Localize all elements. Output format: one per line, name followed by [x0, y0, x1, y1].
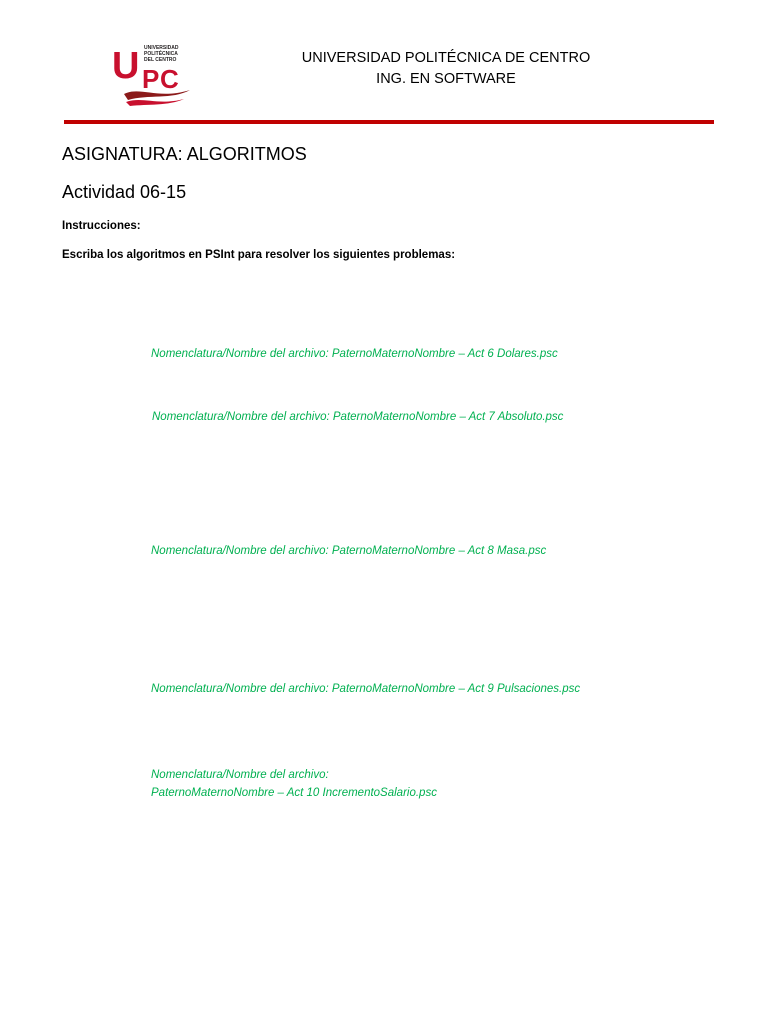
logo-text-line-2: POLITÉCNICA [144, 51, 178, 57]
file-name-act-10-line-1: Nomenclatura/Nombre del archivo: [151, 769, 329, 781]
header-rule [64, 120, 714, 124]
file-name-act-7: Nomenclatura/Nombre del archivo: PaternoMaternoNombre – Act 7 Absoluto.psc [152, 411, 564, 423]
logo-letter-p: P [142, 64, 160, 94]
file-name-act-10 [151, 766, 437, 802]
file-name-act-6: Nomenclatura/Nombre del archivo: PaternoMaternoNombre – Act 6 Dolares.psc [151, 348, 558, 360]
program-name: ING. EN SOFTWARE [376, 71, 516, 87]
logo-text-line-3: DEL CENTRO [144, 57, 177, 63]
file-name-act-10-line-2: PaternoMaternoNombre – Act 10 IncrementoSalario.psc [151, 787, 437, 799]
university-logo [112, 42, 194, 106]
file-name-act-9: Nomenclatura/Nombre del archivo: PaternoMaternoNombre – Act 9 Pulsaciones.psc [151, 683, 581, 695]
instructions-label: Instrucciones: [62, 220, 141, 232]
logo-swoosh-2 [126, 99, 184, 106]
university-name: UNIVERSIDAD POLITÉCNICA DE CENTRO [301, 50, 591, 66]
logo-text-line-1: UNIVERSIDAD [144, 45, 179, 51]
subject-title: ASIGNATURA: ALGORITMOS [62, 144, 307, 164]
document-header [250, 48, 642, 90]
instructions-text: Escriba los algoritmos en PSInt para resolver los siguientes problemas: [62, 249, 456, 261]
activity-title: Actividad 06-15 [62, 182, 187, 202]
logo-letter-u: U [112, 45, 140, 87]
logo-letter-c: C [160, 64, 179, 94]
file-name-act-8: Nomenclatura/Nombre del archivo: PaternoMaternoNombre – Act 8 Masa.psc [151, 545, 547, 557]
